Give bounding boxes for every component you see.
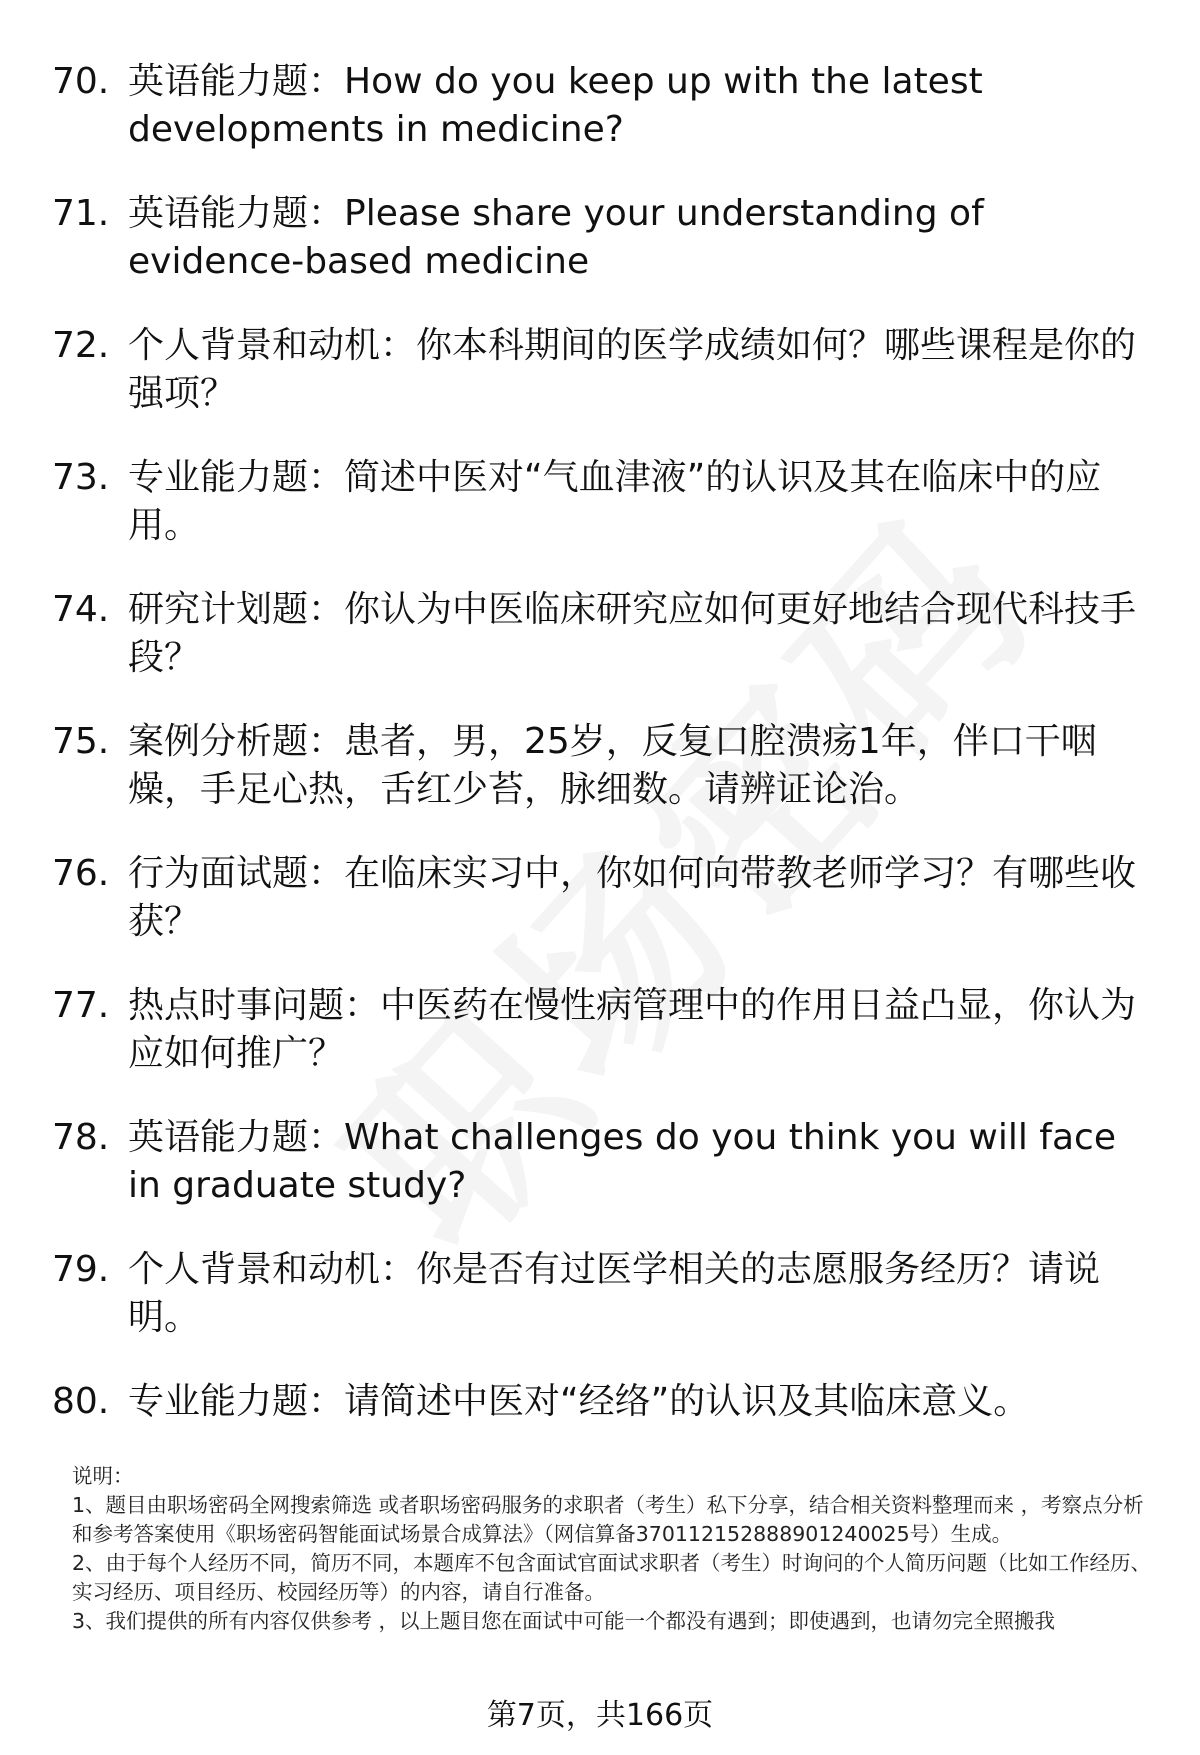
question-item bbox=[0, 58, 1200, 190]
question-item bbox=[0, 850, 1200, 982]
note-item: 3、我们提供的所有内容仅供参考 ，以上题目您在面试中可能一个都没有遇到；即使遇到，也请勿完全照搬我 bbox=[72, 1609, 1056, 1633]
question-text: 英语能力题：How do you keep up with the latest developments in medicine? bbox=[128, 61, 983, 150]
question-item bbox=[0, 322, 1200, 454]
question-text: 案例分析题：患者，男，25岁，反复口腔溃疡1年，伴口干咽燥，手足心热，舌红少苔，脉细数。请辨证论治。 bbox=[128, 721, 1097, 810]
question-number: 71. bbox=[52, 193, 110, 234]
question-text: 英语能力题：What challenges do you think you will face in graduate study? bbox=[128, 1117, 1116, 1206]
question-text: 个人背景和动机：你是否有过医学相关的志愿服务经历？请说明。 bbox=[128, 1249, 1101, 1338]
question-text: 英语能力题：Please share your understanding of evidence-based medicine bbox=[128, 193, 984, 282]
question-item bbox=[0, 1246, 1200, 1378]
question-text: 个人背景和动机：你本科期间的医学成绩如何？哪些课程是你的强项？ bbox=[128, 325, 1137, 414]
question-number: 78. bbox=[52, 1117, 110, 1158]
question-number: 72. bbox=[52, 325, 110, 366]
question-text: 行为面试题：在临床实习中，你如何向带教老师学习？有哪些收获？ bbox=[128, 853, 1137, 942]
question-number: 74. bbox=[52, 589, 110, 630]
question-text: 专业能力题：简述中医对“气血津液”的认识及其在临床中的应用。 bbox=[128, 457, 1102, 546]
notes-heading: 说明： bbox=[72, 1464, 134, 1488]
page-footer: 第7页，共166页 bbox=[486, 1698, 714, 1733]
question-item bbox=[0, 190, 1200, 322]
question-item bbox=[0, 982, 1200, 1114]
notes-section bbox=[72, 1462, 1162, 1636]
question-item bbox=[0, 586, 1200, 718]
question-number: 76. bbox=[52, 853, 110, 894]
question-item bbox=[0, 1114, 1200, 1246]
question-list bbox=[0, 58, 1200, 1510]
question-text: 专业能力题：请简述中医对“经络”的认识及其临床意义。 bbox=[128, 1381, 1030, 1422]
question-number: 80. bbox=[52, 1381, 110, 1422]
question-item bbox=[0, 454, 1200, 586]
question-text: 研究计划题：你认为中医临床研究应如何更好地结合现代科技手段？ bbox=[128, 589, 1137, 678]
question-number: 77. bbox=[52, 985, 110, 1026]
question-item bbox=[0, 718, 1200, 850]
question-number: 75. bbox=[52, 721, 110, 762]
note-item: 2、由于每个人经历不同，简历不同，本题库不包含面试官面试求职者（考生）时询问的个人简历问题（比如工作经历、实习经历、项目经历、校园经历等）的内容，请自行准备。 bbox=[72, 1551, 1152, 1604]
question-number: 70. bbox=[52, 61, 110, 102]
question-number: 79. bbox=[52, 1249, 110, 1290]
question-text: 热点时事问题：中医药在慢性病管理中的作用日益凸显，你认为应如何推广？ bbox=[128, 985, 1137, 1074]
question-number: 73. bbox=[52, 457, 110, 498]
note-item: 1、题目由职场密码全网搜索筛选 或者职场密码服务的求职者（考生）私下分享，结合相关资料整理而来 ，考察点分析和参考答案使用《职场密码智能面试场景合成算法》（网信算备370112152888901240025号）生成。 bbox=[72, 1493, 1144, 1546]
